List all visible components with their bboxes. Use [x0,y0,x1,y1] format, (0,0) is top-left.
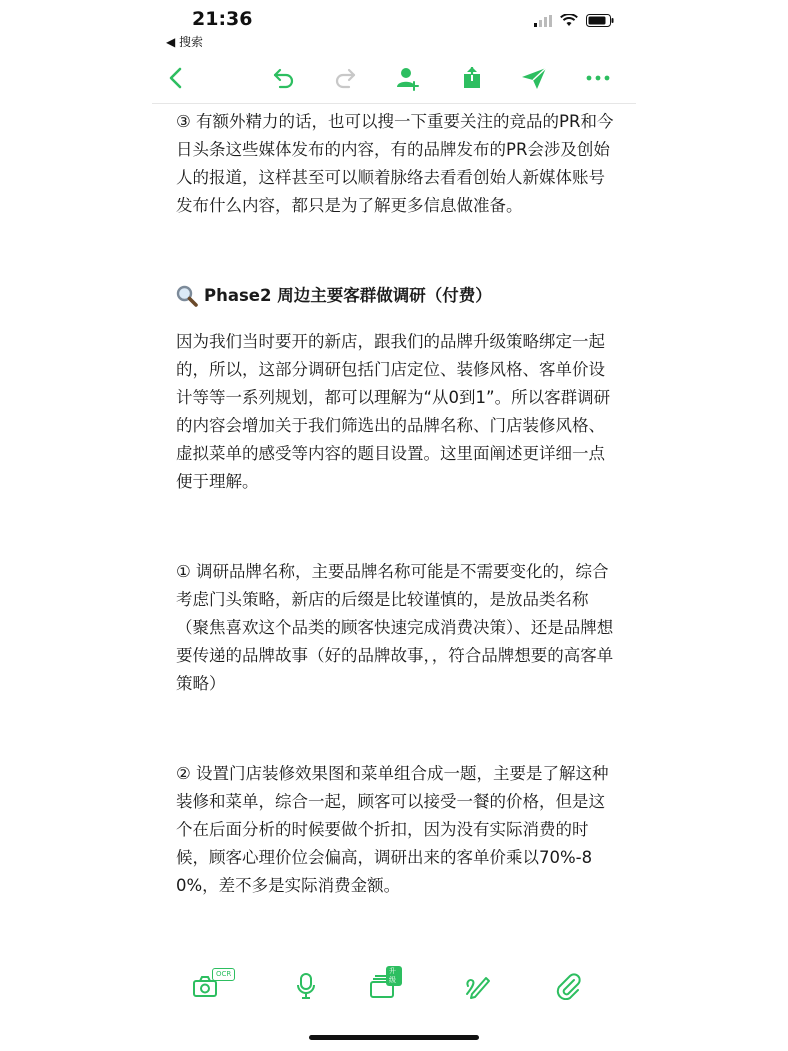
redo-button[interactable] [329,62,361,94]
back-to-search-link[interactable]: ◀ 搜索 [166,35,204,49]
add-user-icon [395,65,421,91]
send-button[interactable] [518,62,550,94]
section-heading [176,282,616,310]
export-button[interactable] [456,62,488,94]
upgrade-badge: 升级 [386,966,402,986]
paperclip-icon [554,972,582,1000]
microphone-icon [295,972,317,1000]
wifi-icon [560,14,578,27]
handwriting-pen-icon [464,972,492,1000]
phone-screen [152,0,636,1051]
voice-note-button[interactable] [286,968,326,1004]
more-dots-icon [586,75,610,81]
note-toolbar [152,58,636,102]
camera-ocr-button[interactable] [186,968,232,1004]
undo-button[interactable] [268,62,300,94]
battery-icon [586,14,614,27]
cellular-signal-icon [534,15,552,27]
paragraph-customer-research: 因为我们当时要开的新店，跟我们的品牌升级策略绑定一起的，所以，这部分调研包括门店定位、装修风格、客单价设计等等一系列规划，都可以理解为“从0到1”。所以客群调研的内容会增加关于我们筛选出的品牌名称、门店装修风格、虚拟菜单的感受等内容的题目设置。这里面阐述更详细一点便于理解。 [176,332,611,491]
status-icons [534,14,614,27]
chevron-left-icon [168,66,184,90]
home-indicator[interactable] [309,1035,479,1040]
bottom-insert-bar [152,962,636,1012]
paragraph-decoration-menu-research: ② 设置门店装修效果图和菜单组合成一题，主要是了解这种装修和菜单，综合一起，顾客可以接受一餐的价格，但是这个在后面分析的时候要做个折扣，因为没有实际消费的时候，顾客心理价位会偏高，调研出来的客单价乘以70%-80%，差不多是实际消费金额。 [176,764,609,895]
share-upload-icon [461,66,483,90]
send-icon [521,66,547,90]
paragraph-brand-name-research: ① 调研品牌名称，主要品牌名称可能是不需要变化的，综合考虑门头策略，新店的后缀是比较谨慎的，是放品类名称（聚焦喜欢这个品类的顾客快速完成消费决策）、还是品牌想要传递的品牌故事（好的品牌故事，，符合品牌想要的高客单策略） [176,562,614,693]
handwriting-button[interactable] [458,968,498,1004]
magnifier-emoji-icon [176,285,198,307]
back-button[interactable] [160,62,192,94]
redo-icon [333,66,357,90]
toolbar-divider [152,103,636,104]
ocr-badge: OCR [212,968,235,981]
paragraph-competitor-pr: ③ 有额外精力的话，也可以搜一下重要关注的竞品的PR和今日头条这些媒体发布的内容，有的品牌发布的PR会涉及创始人的报道，这样甚至可以顺着脉络去看看创始人新媒体账号发布什么内容，都只是为了解更多信息做准备。 [176,112,614,215]
section-heading-text: Phase2 周边主要客群做调研（付费） [204,286,492,305]
gallery-button[interactable] [362,968,402,1004]
note-body[interactable] [176,108,616,900]
share-with-user-button[interactable] [392,62,424,94]
status-time: 21:36 [192,8,253,30]
undo-icon [272,66,296,90]
more-button[interactable] [582,62,614,94]
attachment-button[interactable] [548,968,588,1004]
